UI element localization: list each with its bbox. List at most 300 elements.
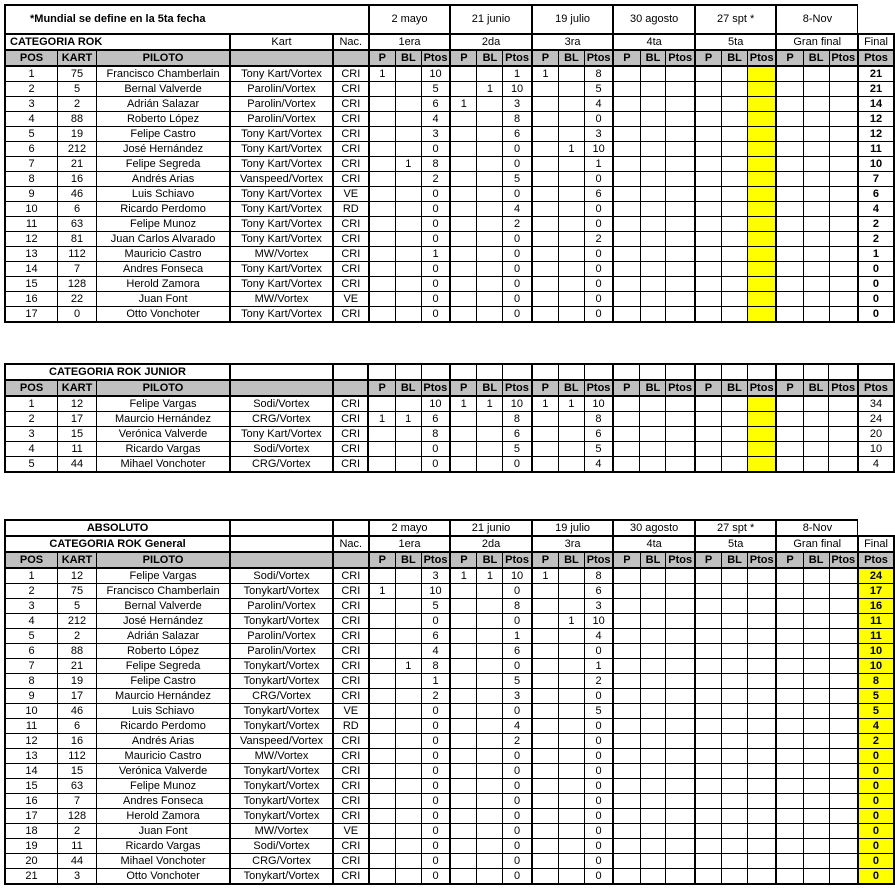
cell-ptos: 0 <box>503 779 532 794</box>
cell-kart-brand: Tony Kart/Vortex <box>230 142 333 157</box>
table-row <box>5 307 894 323</box>
cell-bl <box>640 127 666 142</box>
cell-pos: 1 <box>5 66 58 82</box>
table-row <box>5 719 894 734</box>
table-row <box>5 157 894 172</box>
cell-kart-number: 46 <box>58 704 97 719</box>
cell-p <box>369 734 396 749</box>
cell-ptos: 0 <box>503 157 532 172</box>
cell-ptos: 0 <box>421 854 450 869</box>
blank-cell <box>230 520 333 536</box>
cell-nac: CRI <box>333 839 369 854</box>
cell-ptos <box>747 734 776 749</box>
cell-piloto: Felipe Vargas <box>96 568 230 584</box>
cell-p <box>450 442 477 457</box>
cell-ptos <box>829 568 858 584</box>
cell-kart-number: 12 <box>58 568 97 584</box>
cell-kart-brand: Tony Kart/Vortex <box>230 66 333 82</box>
cell-bl <box>640 66 666 82</box>
cell-p <box>695 839 722 854</box>
cell-ptos: 0 <box>584 779 613 794</box>
cell-ptos: 4 <box>584 629 613 644</box>
cell-p <box>369 599 396 614</box>
blank-header-cell <box>230 552 333 568</box>
cell-kart-brand: Parolin/Vortex <box>230 599 333 614</box>
cell-bl <box>803 187 829 202</box>
cell-p <box>776 869 803 885</box>
cell-bl <box>803 644 829 659</box>
cell-bl <box>803 824 829 839</box>
cell-ptos <box>747 127 776 142</box>
cell-bl <box>395 292 421 307</box>
cell-bl: 1 <box>559 614 585 629</box>
cell-ptos: 10 <box>503 396 532 412</box>
cell-bl <box>640 112 666 127</box>
cell-nac: CRI <box>333 82 369 97</box>
cell-ptos: 10 <box>584 142 613 157</box>
cell-piloto: Felipe Segreda <box>96 659 230 674</box>
cell-p: 1 <box>369 66 396 82</box>
cell-ptos: 6 <box>584 187 613 202</box>
cell-kart-brand: Parolin/Vortex <box>230 644 333 659</box>
cell-kart-number: 3 <box>58 869 97 885</box>
cell-bl <box>395 97 421 112</box>
cell-bl <box>477 217 503 232</box>
cell-p <box>776 599 803 614</box>
cell-piloto: Felipe Segreda <box>96 157 230 172</box>
cell-ptos <box>829 839 858 854</box>
cell-bl <box>559 659 585 674</box>
cell-p <box>695 412 722 427</box>
cell-bl <box>559 277 585 292</box>
cell-p <box>613 187 640 202</box>
cell-ptos: 0 <box>503 839 532 854</box>
cell-bl <box>559 82 585 97</box>
cell-bl <box>395 202 421 217</box>
cell-ptos <box>829 764 858 779</box>
cell-p <box>532 869 559 885</box>
cell-kart-brand: Tony Kart/Vortex <box>230 127 333 142</box>
header-final: Final <box>858 536 894 552</box>
cell-nac: CRI <box>333 854 369 869</box>
cell-ptos: 0 <box>421 869 450 885</box>
header-bl: BL <box>395 380 421 396</box>
cell-bl: 1 <box>477 82 503 97</box>
cell-p <box>776 689 803 704</box>
cell-p <box>695 427 722 442</box>
header-p: P <box>368 380 395 396</box>
cell-p <box>369 749 396 764</box>
cell-piloto: Roberto López <box>96 112 230 127</box>
cell-bl <box>803 66 829 82</box>
cell-p <box>613 442 640 457</box>
cell-ptos: 5 <box>503 172 532 187</box>
table-absoluto-rok-general <box>4 519 895 885</box>
cell-p <box>368 427 395 442</box>
blank-cell <box>395 364 421 380</box>
cell-bl <box>395 674 421 689</box>
cell-ptos: 5 <box>584 704 613 719</box>
cell-ptos <box>747 307 776 323</box>
cell-ptos <box>747 584 776 599</box>
header-p: P <box>532 552 559 568</box>
cell-pos: 12 <box>5 232 58 247</box>
cell-ptos <box>829 614 858 629</box>
cell-p <box>613 644 640 659</box>
cell-bl <box>722 854 748 869</box>
cell-bl <box>477 112 503 127</box>
cell-ptos: 0 <box>503 187 532 202</box>
cell-bl <box>477 689 503 704</box>
cell-ptos: 3 <box>584 599 613 614</box>
cell-p <box>450 112 477 127</box>
cell-ptos <box>829 157 858 172</box>
cell-bl <box>395 629 421 644</box>
cell-ptos <box>666 764 695 779</box>
cell-nac: CRI <box>333 427 369 442</box>
cell-bl <box>559 112 585 127</box>
cell-bl <box>395 644 421 659</box>
header-date: 30 agosto <box>613 5 695 34</box>
cell-pos: 20 <box>5 854 58 869</box>
cell-final-ptos: 0 <box>858 809 894 824</box>
cell-ptos: 0 <box>503 142 532 157</box>
cell-bl <box>559 704 585 719</box>
cell-kart-number: 11 <box>58 839 97 854</box>
header-ptos: Ptos <box>584 50 613 66</box>
cell-bl <box>803 854 829 869</box>
cell-bl <box>640 202 666 217</box>
cell-bl <box>640 869 666 885</box>
header-round-label: Gran final <box>776 536 858 552</box>
cell-ptos: 0 <box>584 794 613 809</box>
cell-ptos <box>666 824 695 839</box>
cell-bl <box>559 187 585 202</box>
cell-final-ptos: 10 <box>858 659 894 674</box>
cell-bl <box>477 584 503 599</box>
cell-ptos <box>666 869 695 885</box>
cell-p <box>613 292 640 307</box>
cell-bl <box>722 232 748 247</box>
table-row <box>5 599 894 614</box>
cell-ptos: 4 <box>584 457 613 473</box>
cell-bl <box>559 749 585 764</box>
table-row <box>5 442 894 457</box>
cell-ptos: 0 <box>503 764 532 779</box>
cell-ptos: 1 <box>584 157 613 172</box>
cell-bl <box>640 734 666 749</box>
cell-kart-number: 16 <box>58 172 97 187</box>
table-row <box>5 734 894 749</box>
cell-bl <box>559 779 585 794</box>
cell-kart-number: 7 <box>58 794 97 809</box>
header-ptos: Ptos <box>666 380 695 396</box>
cell-p <box>695 142 722 157</box>
cell-p <box>776 247 803 262</box>
header-p: P <box>776 50 803 66</box>
table-title: CATEGORIA ROK <box>5 34 230 50</box>
cell-bl <box>395 247 421 262</box>
cell-ptos: 6 <box>421 412 450 427</box>
cell-bl <box>559 794 585 809</box>
cell-bl <box>640 277 666 292</box>
cell-ptos <box>747 809 776 824</box>
cell-p <box>532 809 559 824</box>
cell-kart-number: 75 <box>58 584 97 599</box>
table-title: CATEGORIA ROK JUNIOR <box>5 364 230 380</box>
cell-p <box>369 112 396 127</box>
table-row <box>5 629 894 644</box>
table-row <box>5 262 894 277</box>
cell-p <box>369 142 396 157</box>
cell-piloto: José Hernández <box>96 614 230 629</box>
cell-p <box>695 674 722 689</box>
cell-ptos: 0 <box>503 584 532 599</box>
cell-kart-number: 6 <box>58 202 97 217</box>
blank-cell <box>858 364 894 380</box>
header-round-label: 4ta <box>613 536 695 552</box>
cell-ptos <box>666 427 695 442</box>
cell-p <box>613 247 640 262</box>
cell-nac: CRI <box>333 457 369 473</box>
table-row <box>5 584 894 599</box>
cell-ptos: 8 <box>503 599 532 614</box>
cell-ptos: 5 <box>503 442 532 457</box>
header-ptos: Ptos <box>503 380 532 396</box>
cell-kart-number: 2 <box>58 629 97 644</box>
cell-p <box>450 659 477 674</box>
cell-bl <box>640 854 666 869</box>
cell-piloto: Felipe Munoz <box>96 217 230 232</box>
cell-p <box>613 457 640 473</box>
table-row <box>5 66 894 82</box>
cell-pos: 3 <box>5 599 58 614</box>
table-row <box>5 794 894 809</box>
table-row <box>5 82 894 97</box>
cell-bl <box>803 412 829 427</box>
cell-ptos <box>829 719 858 734</box>
cell-p <box>450 809 477 824</box>
cell-bl <box>395 172 421 187</box>
cell-kart-brand: Tonykart/Vortex <box>230 659 333 674</box>
cell-bl <box>559 307 585 323</box>
cell-bl <box>477 734 503 749</box>
cell-ptos <box>829 396 858 412</box>
cell-final-ptos: 21 <box>858 66 894 82</box>
cell-p <box>695 659 722 674</box>
cell-ptos: 10 <box>584 396 613 412</box>
cell-nac: CRI <box>333 142 369 157</box>
cell-nac: CRI <box>333 232 369 247</box>
cell-ptos <box>747 824 776 839</box>
cell-ptos: 3 <box>503 689 532 704</box>
cell-p <box>613 172 640 187</box>
cell-bl <box>559 247 585 262</box>
cell-bl <box>722 599 748 614</box>
cell-nac: RD <box>333 202 369 217</box>
cell-bl <box>722 614 748 629</box>
header-p: P <box>613 552 640 568</box>
cell-kart-brand: MW/Vortex <box>230 824 333 839</box>
cell-bl <box>477 66 503 82</box>
cell-bl <box>722 442 748 457</box>
cell-p <box>450 599 477 614</box>
cell-nac: CRI <box>333 307 369 323</box>
cell-p <box>368 396 395 412</box>
cell-p <box>369 187 396 202</box>
cell-p <box>613 704 640 719</box>
blank-cell <box>421 364 450 380</box>
cell-bl <box>803 127 829 142</box>
cell-final-ptos: 0 <box>858 839 894 854</box>
cell-p <box>532 644 559 659</box>
cell-p <box>450 202 477 217</box>
cell-p <box>532 262 559 277</box>
cell-final-ptos: 12 <box>858 127 894 142</box>
cell-pos: 6 <box>5 142 58 157</box>
header-ptos: Ptos <box>421 380 450 396</box>
cell-p <box>776 629 803 644</box>
cell-p <box>613 614 640 629</box>
cell-ptos: 0 <box>503 457 532 473</box>
cell-p <box>776 157 803 172</box>
cell-bl <box>803 202 829 217</box>
cell-ptos <box>829 794 858 809</box>
cell-bl <box>640 157 666 172</box>
cell-kart-number: 19 <box>58 127 97 142</box>
cell-ptos: 0 <box>503 869 532 885</box>
cell-piloto: Mihael Vonchoter <box>96 854 230 869</box>
cell-p <box>368 457 395 473</box>
cell-bl <box>722 674 748 689</box>
cell-p <box>450 427 477 442</box>
cell-ptos <box>747 644 776 659</box>
cell-bl <box>395 869 421 885</box>
table-row <box>5 689 894 704</box>
cell-ptos <box>747 614 776 629</box>
cell-p <box>532 82 559 97</box>
cell-bl <box>803 142 829 157</box>
cell-p <box>450 292 477 307</box>
cell-ptos <box>666 97 695 112</box>
cell-ptos: 0 <box>421 779 450 794</box>
cell-pos: 14 <box>5 764 58 779</box>
table-row <box>5 112 894 127</box>
cell-bl <box>640 292 666 307</box>
header-bl: BL <box>395 50 421 66</box>
cell-p <box>776 644 803 659</box>
cell-p <box>613 659 640 674</box>
cell-pos: 2 <box>5 82 58 97</box>
cell-kart-number: 16 <box>58 734 97 749</box>
cell-bl <box>803 442 829 457</box>
header-round-label: 1era <box>369 536 451 552</box>
cell-bl <box>395 112 421 127</box>
cell-bl <box>640 719 666 734</box>
cell-p <box>450 217 477 232</box>
cell-final-ptos: 0 <box>858 869 894 885</box>
cell-bl <box>803 839 829 854</box>
cell-p <box>776 764 803 779</box>
cell-p <box>776 749 803 764</box>
cell-ptos: 1 <box>421 247 450 262</box>
table-row <box>5 704 894 719</box>
cell-ptos <box>747 629 776 644</box>
cell-bl <box>803 614 829 629</box>
cell-ptos <box>666 794 695 809</box>
cell-p <box>450 839 477 854</box>
table-row <box>5 568 894 584</box>
header-date: 8-Nov <box>776 5 858 34</box>
cell-p <box>695 719 722 734</box>
cell-p <box>776 66 803 82</box>
blank-cell <box>477 364 503 380</box>
cell-final-ptos: 2 <box>858 232 894 247</box>
cell-bl <box>640 749 666 764</box>
cell-ptos <box>747 412 776 427</box>
cell-final-ptos: 11 <box>858 614 894 629</box>
cell-bl <box>477 247 503 262</box>
cell-piloto: Adrián Salazar <box>96 97 230 112</box>
cell-ptos: 3 <box>421 568 450 584</box>
cell-bl <box>558 442 584 457</box>
header-kart: KART <box>58 552 97 568</box>
cell-p <box>776 172 803 187</box>
cell-p: 1 <box>532 568 559 584</box>
cell-bl <box>395 232 421 247</box>
cell-final-ptos: 24 <box>858 568 894 584</box>
header-bl: BL <box>722 552 748 568</box>
cell-kart-brand: CRG/Vortex <box>230 689 333 704</box>
blank-cell <box>829 364 858 380</box>
cell-p <box>532 457 559 473</box>
cell-bl <box>722 277 748 292</box>
cell-bl <box>640 97 666 112</box>
cell-ptos <box>829 292 858 307</box>
cell-ptos <box>829 172 858 187</box>
cell-kart-number: 0 <box>58 307 97 323</box>
cell-bl <box>559 764 585 779</box>
cell-p <box>369 232 396 247</box>
cell-pos: 3 <box>5 427 58 442</box>
cell-bl <box>477 824 503 839</box>
blank-cell <box>803 364 829 380</box>
cell-nac: CRI <box>333 127 369 142</box>
cell-bl <box>559 734 585 749</box>
cell-bl <box>559 719 585 734</box>
cell-p <box>695 97 722 112</box>
header-pos: POS <box>5 50 58 66</box>
cell-p <box>532 187 559 202</box>
cell-ptos <box>666 749 695 764</box>
header-bl: BL <box>722 380 748 396</box>
cell-bl <box>640 307 666 323</box>
cell-final-ptos: 5 <box>858 689 894 704</box>
header-date: 2 mayo <box>369 5 451 34</box>
cell-bl <box>559 157 585 172</box>
cell-ptos <box>666 412 695 427</box>
cell-piloto: Otto Vonchoter <box>96 869 230 885</box>
cell-ptos: 6 <box>584 584 613 599</box>
header-p: P <box>695 552 722 568</box>
ghost-cell <box>858 5 894 34</box>
cell-nac: CRI <box>333 412 369 427</box>
cell-piloto: Herold Zamora <box>96 809 230 824</box>
cell-bl <box>803 734 829 749</box>
cell-ptos: 0 <box>503 262 532 277</box>
cell-ptos: 0 <box>421 142 450 157</box>
cell-ptos: 5 <box>584 82 613 97</box>
